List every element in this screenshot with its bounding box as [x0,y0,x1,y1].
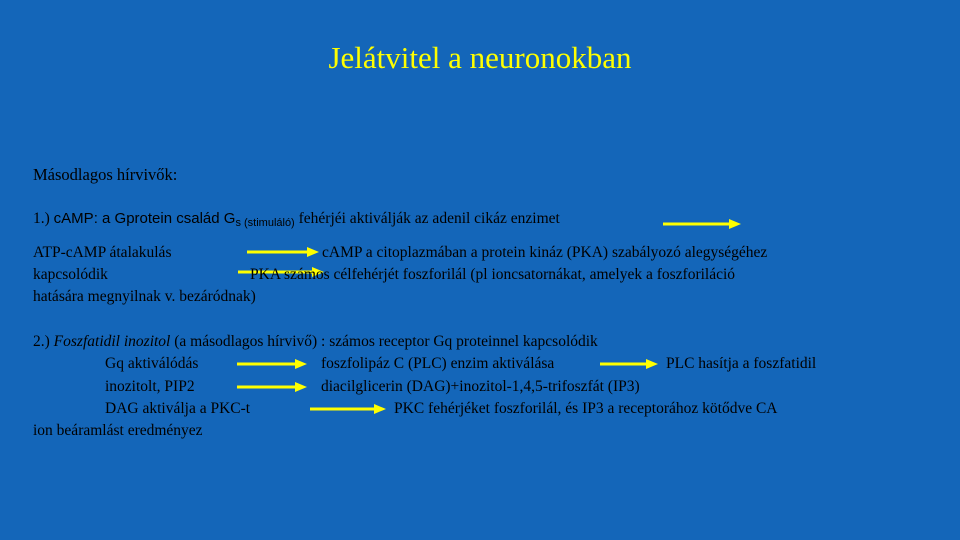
item2-rest: (a másodlagos hírvivő) : számos receptor Gq proteinnel kapcsolódik [170,333,598,350]
item2-row4: ion beáramlást eredményez [33,422,203,439]
item2-term: Foszfatidil inozitol [53,333,171,350]
arrow-right-icon [310,403,386,415]
item2-row3-b: PKC fehérjéket foszforilál, és IP3 a receptorához kötődve CA [394,400,778,417]
section-heading: Másodlagos hírvivők: [33,165,178,184]
arrow-right-icon [663,218,741,230]
para1-line2-right: PKA számos célfehérjét foszforilál (pl ioncsatornákat, amelyek a foszforiláció [250,266,736,283]
item2-row1-b: foszfolipáz C (PLC) enzim aktiválása [321,355,555,372]
item1-text-a: : a Gprotein család G [93,210,236,227]
arrow-right-icon [247,246,319,258]
item1-line [33,209,560,233]
arrow-right-icon [600,358,658,370]
arrow-right-icon [237,358,307,370]
item2-row3-a: DAG aktiválja a PKC-t [105,400,251,417]
para1-line1-left: ATP-cAMP átalakulás [33,244,172,261]
item1-subscript: s (stimuláló) [235,217,295,229]
item2-row2-a: inozitolt, PIP2 [105,378,195,395]
item2-row1-a: Gq aktiválódás [105,355,199,372]
item1-number: 1.) [33,210,50,227]
para1-line3: hatására megnyilnak v. bezáródnak) [33,288,256,305]
item1-term: cAMP [53,210,94,227]
para1-line1-right: cAMP a citoplazmában a protein kináz (PKA) szabályozó alegységéhez [322,244,768,261]
item2-number: 2.) [33,333,50,350]
item2-row1-c: PLC hasítja a foszfatidil [666,355,817,372]
slide-title: Jelátvitel a neuronokban [328,40,632,75]
item2-row2-b: diacilglicerin (DAG)+inozitol-1,4,5-trifoszfát (IP3) [321,378,640,395]
item1-text-b: fehérjéi aktiválják az adenil cikáz enzimet [294,210,560,227]
arrow-right-icon [237,381,307,393]
para1-line2-left: kapcsolódik [33,266,108,283]
item2-line [33,332,598,351]
